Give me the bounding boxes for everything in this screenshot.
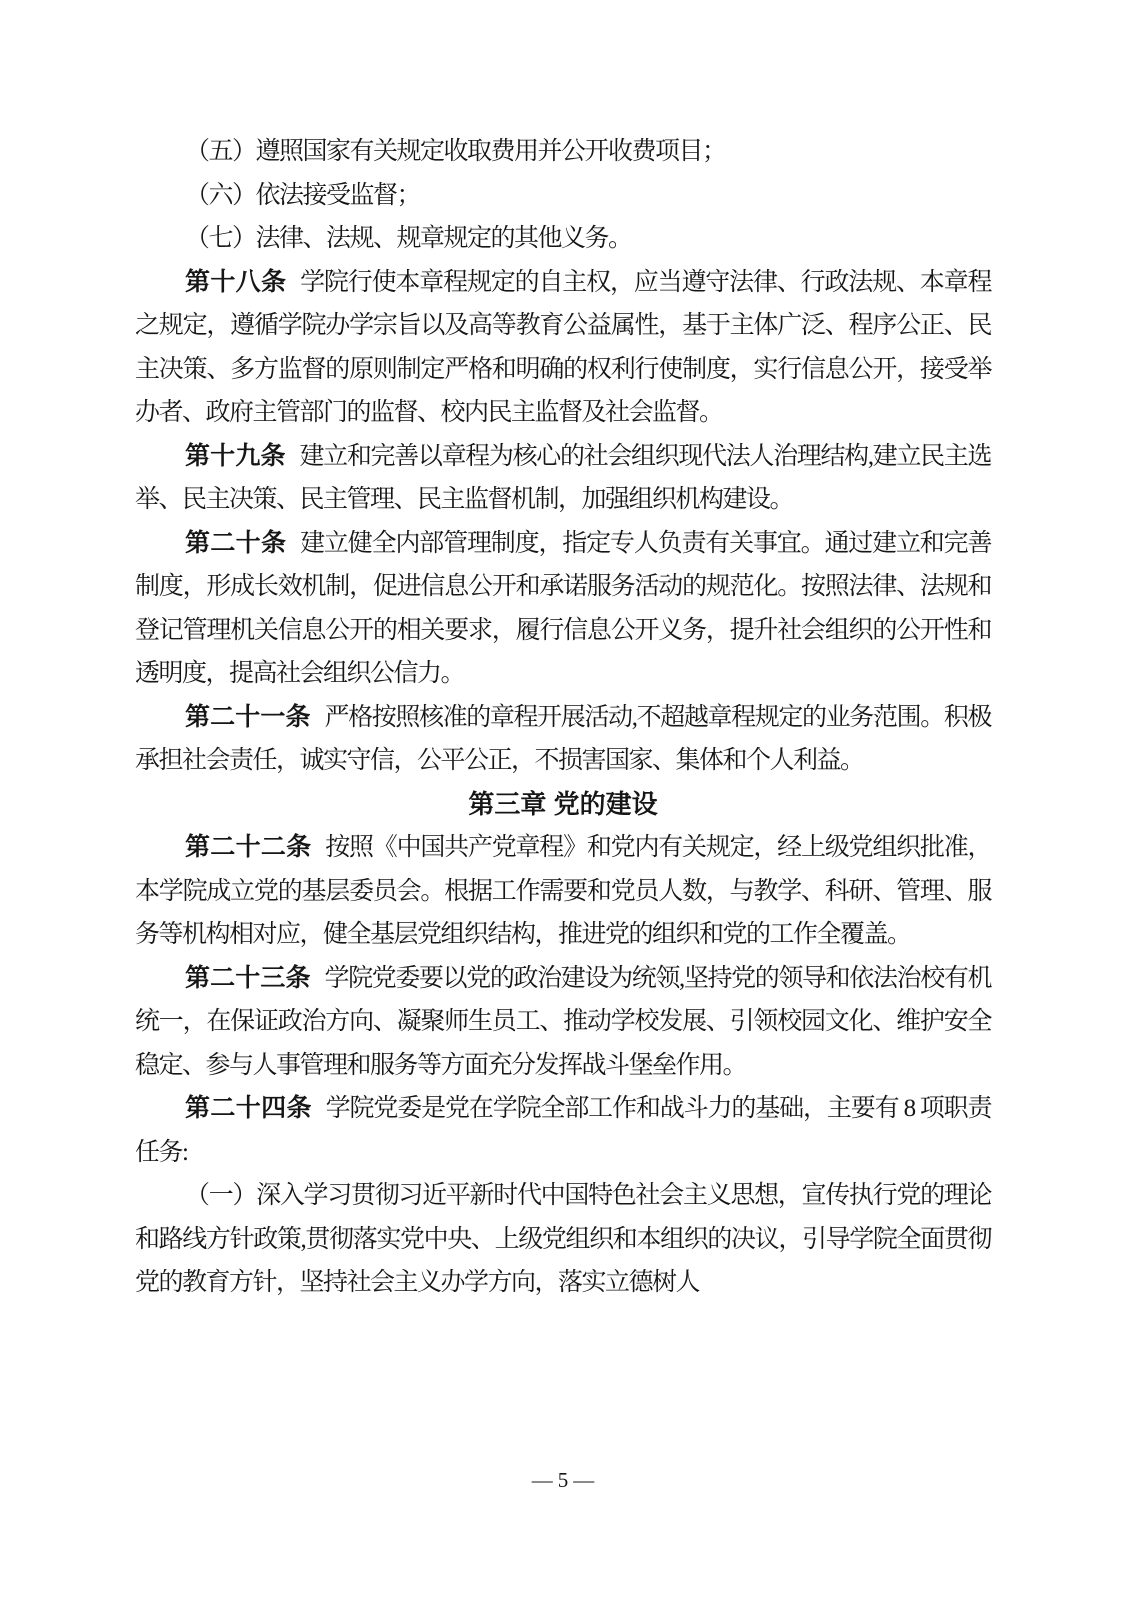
list-item [135, 174, 991, 218]
paragraph-text: （六）依法接受监督； [185, 181, 421, 209]
paragraph-text: 建立和完善以章程为核心的社会组织现代法人治理结构,建立民主选举、民主决策、民主管理、民主监督机制，加强组织机构建设。 [135, 442, 991, 513]
list-item [135, 130, 991, 174]
paragraph-text: 学院党委要以党的政治建设为统领,坚持党的领导和依法治校有机统一，在保证政治方向、凝聚师生员工、推动学校发展、引领校园文化、维护安全稳定、参与人事管理和服务等方面充分发挥战斗堡垒作用。 [135, 964, 991, 1079]
chapter-heading: 第三章 党的建设 [468, 788, 658, 819]
article-number: 第二十一条 [185, 702, 311, 731]
list-item [135, 1174, 991, 1305]
document-body [135, 130, 991, 1305]
paragraph-text: 严格按照核准的章程开展活动,不超越章程规定的业务范围。积极承担社会责任，诚实守信，公平公正，不损害国家、集体和个人利益。 [135, 703, 991, 774]
paragraph-text: 建立健全内部管理制度，指定专人负责有关事宜。通过建立和完善制度，形成长效机制，促进信息公开和承诺服务活动的规范化。按照法律、法规和登记管理机关信息公开的相关要求，履行信息公开义务，提升社会组织的公开性和透明度，提高社会组织公信力。 [135, 529, 991, 687]
paragraph-text: 学院党委是党在学院全部工作和战斗力的基础，主要有 8 项职责任务: [135, 1095, 991, 1166]
paragraph-text: 学院行使本章程规定的自主权，应当遵守法律、行政法规、本章程之规定，遵循学院办学宗旨以及高等教育公益属性，基于主体广泛、程序公正、民主决策、多方监督的原则制定严格和明确的权利行使制度，实行信息公开，接受举办者、政府主管部门的监督、校内民主监督及社会监督。 [135, 268, 991, 426]
article-paragraph [135, 696, 991, 783]
article-number: 第二十四条 [185, 1094, 312, 1122]
paragraph-text: （一）深入学习贯彻习近平新时代中国特色社会主义思想，宣传执行党的理论和路线方针政策,贯彻落实党中央、上级党组织和本组织的决议，引导学院全面贯彻党的教育方针，坚持社会主义办学方向，落实立德树人 [135, 1182, 991, 1296]
paragraph-text: （五）遵照国家有关规定收取费用并公开收费项目； [185, 138, 726, 165]
article-paragraph [135, 522, 991, 696]
article-number: 第十九条 [185, 441, 286, 470]
article-paragraph [135, 261, 991, 435]
article-paragraph [135, 1087, 991, 1174]
paragraph-text: （七）法律、法规、规章规定的其他义务。 [185, 225, 632, 252]
article-number: 第二十二条 [185, 833, 312, 861]
article-paragraph [135, 435, 991, 522]
article-number: 第十八条 [185, 267, 287, 296]
article-paragraph [135, 957, 991, 1088]
list-item [135, 217, 991, 261]
page-number: —5— [531, 1468, 600, 1492]
paragraph-text: 按照《中国共产党章程》和党内有关规定，经上级党组织批准，本学院成立党的基层委员会。根据工作需要和党员人数，与教学、科研、管理、服务等机构相对应，健全基层党组织结构，推进党的组织和党的工作全覆盖。 [135, 834, 991, 948]
article-number: 第二十三条 [185, 963, 311, 992]
article-number: 第二十条 [185, 528, 287, 557]
article-paragraph [135, 826, 991, 957]
